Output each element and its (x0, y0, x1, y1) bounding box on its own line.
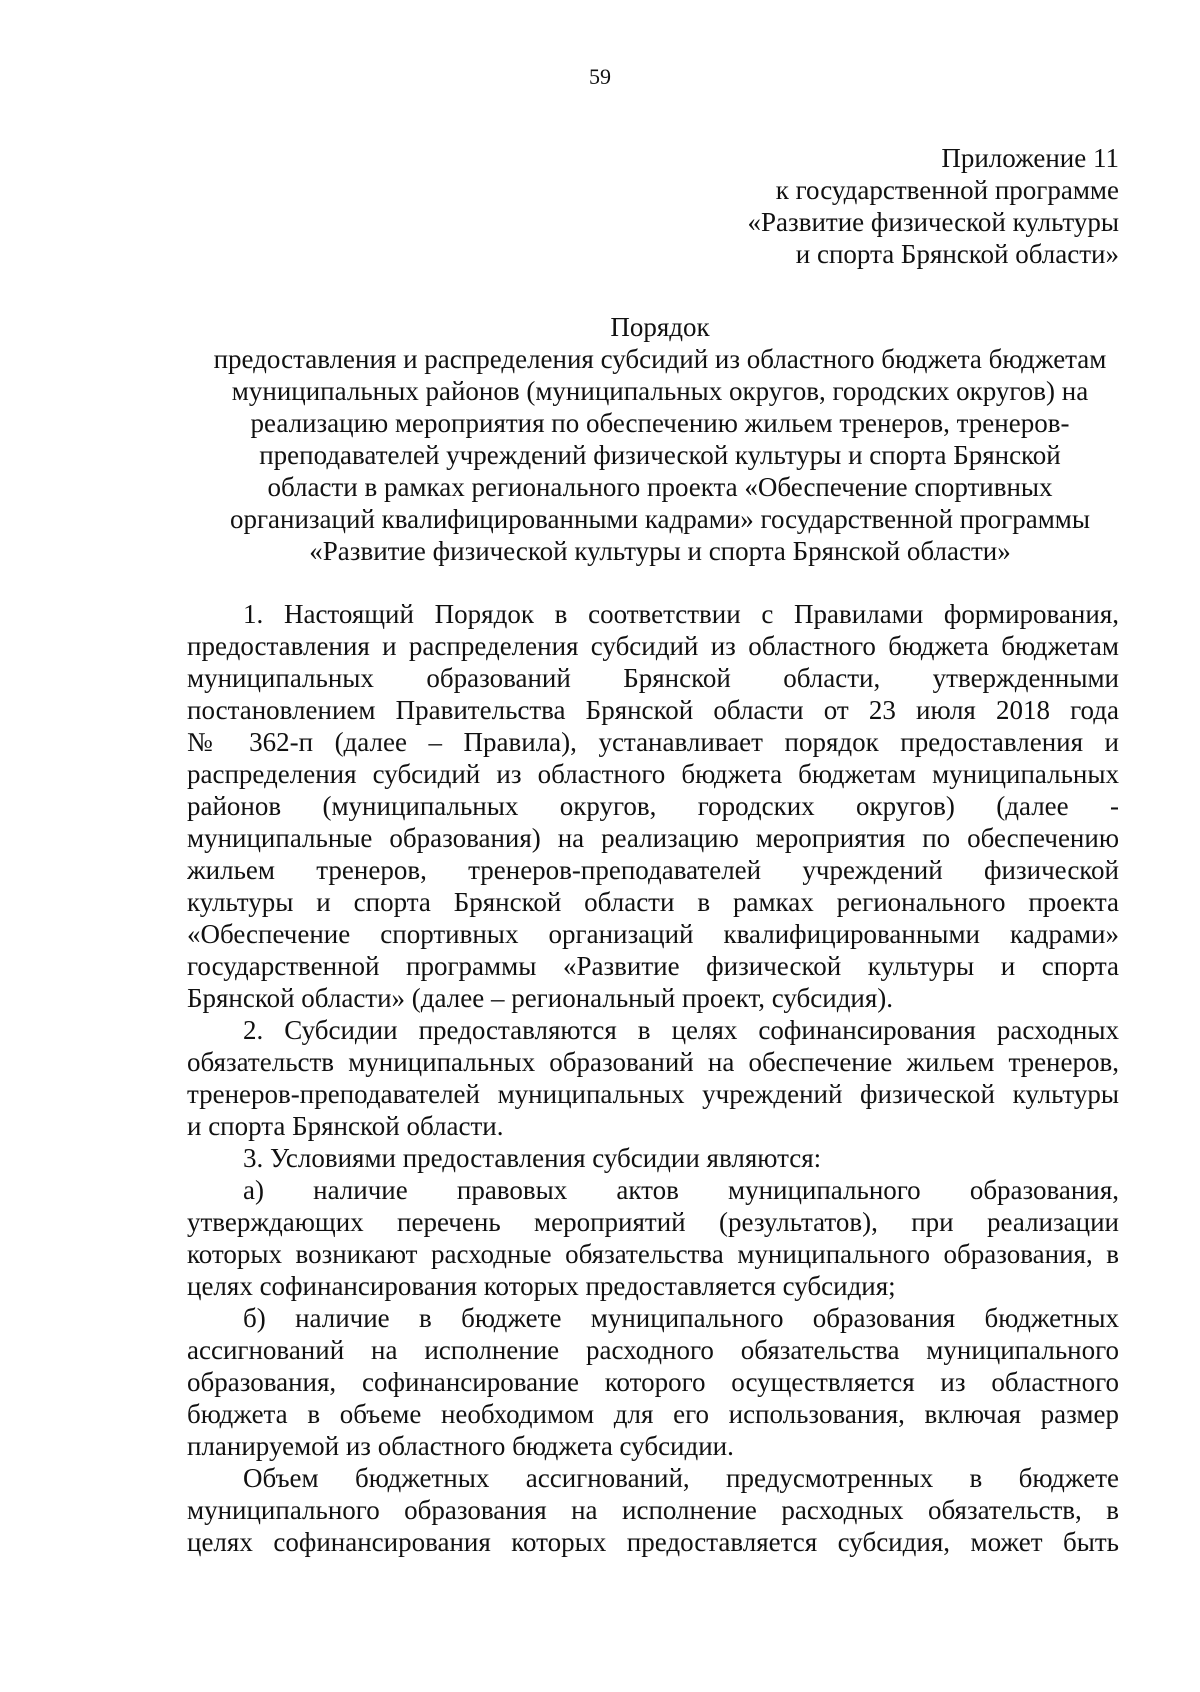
title-heading: Порядок (610, 312, 710, 342)
appendix-line: «Развитие физической культуры (747, 207, 1119, 237)
title-line: реализацию мероприятия по обеспечению жильем тренеров, тренеров- (250, 408, 1070, 438)
paragraph-2 (187, 1014, 1119, 1142)
text-line: муниципального образования на исполнение расходных обязательств, в (187, 1495, 1119, 1525)
paragraph-3 (187, 1142, 1119, 1174)
text-line: Объем бюджетных ассигнований, предусмотренных в бюджете (243, 1463, 1119, 1493)
text-line: б) наличие в бюджете муниципального образования бюджетных (243, 1303, 1119, 1333)
text-line: «Обеспечение спортивных организаций квалифицированными кадрами» (187, 919, 1119, 949)
text-line: государственной программы «Развитие физической культуры и спорта (187, 951, 1119, 981)
text-line: муниципальных образований Брянской области, утвержденными (187, 663, 1119, 693)
text-line: и спорта Брянской области. (187, 1111, 504, 1141)
title-line: преподавателей учреждений физической культуры и спорта Брянской (259, 440, 1061, 470)
text-line: 3. Условиями предоставления субсидии являются: (243, 1143, 822, 1173)
text-line: которых возникают расходные обязательства муниципального образования, в (187, 1239, 1119, 1269)
text-line: целях софинансирования которых предоставляется субсидия; (187, 1271, 896, 1301)
document-title (180, 311, 1140, 567)
text-line: районов (муниципальных округов, городских округов) (далее - (187, 791, 1119, 821)
title-line: организаций квалифицированными кадрами» государственной программы (229, 504, 1091, 534)
title-line: предоставления и распределения субсидий из областного бюджета бюджетам (213, 344, 1107, 374)
title-line: области в рамках регионального проекта «Обеспечение спортивных (267, 472, 1053, 502)
text-line: 2. Субсидии предоставляются в целях софинансирования расходных (243, 1015, 1119, 1045)
document-body (187, 598, 1119, 1558)
text-line: а) наличие правовых актов муниципального образования, (243, 1175, 1119, 1205)
text-line: постановлением Правительства Брянской области от 23 июля 2018 года (187, 695, 1119, 725)
text-line: утверждающих перечень мероприятий (результатов), при реализации (187, 1207, 1119, 1237)
paragraph-5 (187, 1302, 1119, 1462)
appendix-line: к государственной программе (775, 175, 1119, 205)
text-line: тренеров-преподавателей муниципальных учреждений физической культуры (187, 1079, 1119, 1109)
text-line: культуры и спорта Брянской области в рамках регионального проекта (187, 887, 1119, 917)
text-line: обязательств муниципальных образований на обеспечение жильем тренеров, (187, 1047, 1119, 1077)
page-number: 59 (589, 64, 611, 89)
paragraph-1 (187, 598, 1119, 1014)
paragraph-4 (187, 1174, 1119, 1302)
text-line: жильем тренеров, тренеров-преподавателей учреждений физической (187, 855, 1119, 885)
text-line: распределения субсидий из областного бюджета бюджетам муниципальных (187, 759, 1119, 789)
title-line: «Развитие физической культуры и спорта Брянской области» (309, 536, 1011, 566)
text-line: целях софинансирования которых предоставляется субсидия, может быть (187, 1527, 1119, 1557)
appendix-line: и спорта Брянской области» (795, 239, 1119, 269)
text-line: образования, софинансирование которого осуществляется из областного (187, 1367, 1119, 1397)
text-line: ассигнований на исполнение расходного обязательства муниципального (187, 1335, 1119, 1365)
text-line: бюджета в объеме необходимом для его использования, включая размер (187, 1399, 1119, 1429)
text-line: муниципальные образования) на реализацию мероприятия по обеспечению (187, 823, 1119, 853)
text-line: предоставления и распределения субсидий из областного бюджета бюджетам (187, 631, 1119, 661)
title-line: муниципальных районов (муниципальных округов, городских округов) на (231, 376, 1089, 406)
appendix-line: Приложение 11 (941, 143, 1119, 173)
text-line: 1. Настоящий Порядок в соответствии с Правилами формирования, (243, 599, 1119, 629)
text-line: № 362-п (далее – Правила), устанавливает порядок предоставления и (187, 727, 1119, 757)
paragraph-6 (187, 1462, 1119, 1558)
text-line: Брянской области» (далее – региональный проект, субсидия). (187, 983, 894, 1013)
appendix-header (748, 142, 1119, 270)
text-line: планируемой из областного бюджета субсидии. (187, 1431, 734, 1461)
